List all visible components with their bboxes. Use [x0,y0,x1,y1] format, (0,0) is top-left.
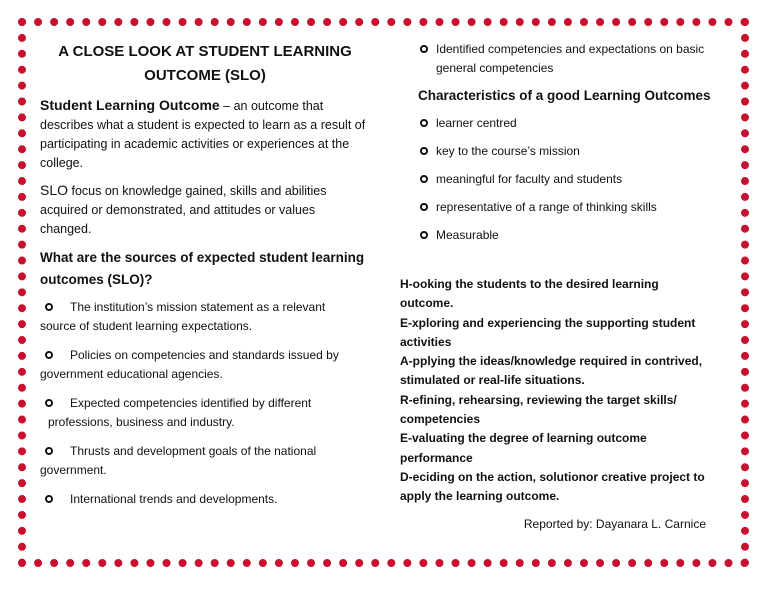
left-column [40,40,385,509]
bullet-circle-icon [420,147,428,155]
slo-focus: SLO focus on knowledge gained, skills and abilities acquired or demonstrated, and attitudes or values changed. [40,182,327,236]
bullet-circle-icon [420,231,428,239]
bullet-circle-icon [420,45,428,53]
characteristic-item: key to the course’s mission [400,142,720,161]
hearted-item: A-pplying the ideas/knowledge required in contrived, stimulated or real-life situations. [400,354,703,388]
characteristic-item: Measurable [400,226,720,245]
hearted-item: D-eciding on the action, solutionor creative project to apply the learning outcome. [400,469,705,504]
hearted-list [400,275,712,507]
page-title: A CLOSE LOOK AT STUDENT LEARNING OUTCOME (SLO) [58,43,352,84]
bullet-circle-icon [45,495,53,503]
hearted-item: E-valuating the degree of learning outcome performance [400,431,647,465]
source-item: Expected competencies identified by different professions, business and industry. [40,394,330,432]
hearted-item: H-ooking the students to the desired learning outcome. [400,277,659,311]
source-item: Identified competencies and expectations on basic general competencies [400,40,710,78]
bullet-circle-icon [45,351,53,359]
slo-definition: Student Learning Outcome – an outcome that describes what a student is expected to learn as a result of participating in academic activities or experiences at the college. [40,97,366,170]
characteristic-item: representative of a range of thinking skills [400,198,720,217]
source-item: The institution’s mission statement as a relevant source of student learning expectations. [40,300,326,333]
bullet-circle-icon [45,399,53,407]
hearted-item: E-xploring and experiencing the supporting student activities [400,315,696,349]
characteristic-item: meaningful for faculty and students [400,170,720,189]
characteristics-heading: Characteristics of a good Learning Outcomes [418,88,711,103]
hearted-item: R-efining, rehearsing, reviewing the target skills/ competencies [400,392,677,427]
bullet-circle-icon [45,447,53,455]
reported-by: Reported by: Dayanara L. Carnice [523,516,706,531]
bullet-circle-icon [420,203,428,211]
characteristic-item: learner centred [400,114,720,133]
bullet-circle-icon [45,303,53,311]
source-item: Policies on competencies and standards issued by government educational agencies. [40,348,339,381]
bullet-circle-icon [420,175,428,183]
source-item: Thrusts and development goals of the national government. [40,444,317,477]
source-item: International trends and developments. [40,490,350,509]
right-column [400,40,720,534]
bullet-circle-icon [420,119,428,127]
sources-heading: What are the sources of expected student learning outcomes (SLO)? [40,250,365,287]
